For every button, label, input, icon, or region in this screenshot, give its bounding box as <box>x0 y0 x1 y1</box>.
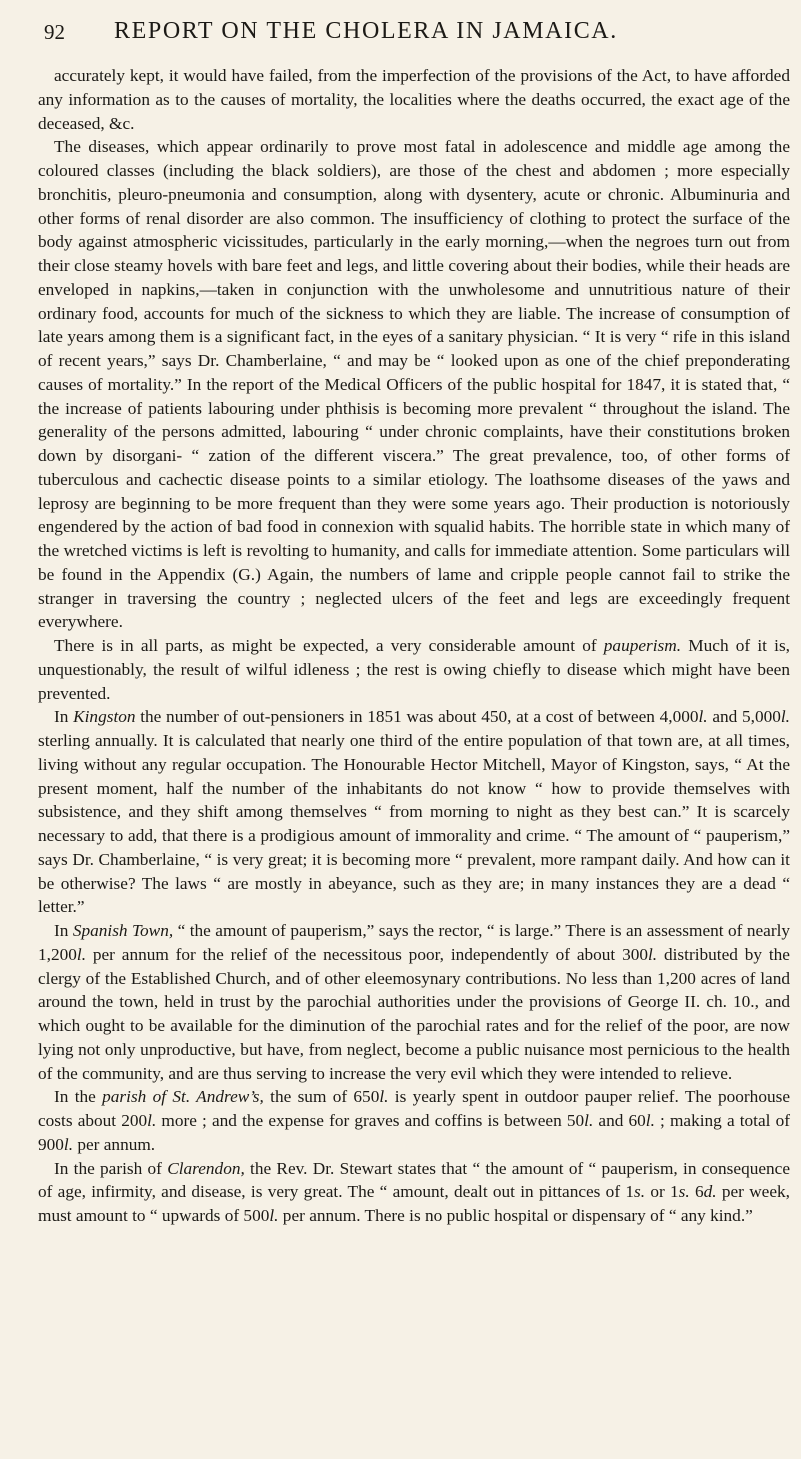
italic-run: l. <box>63 1134 74 1154</box>
text-run: In <box>54 921 73 940</box>
text-run: per annum. There is no public hospital or dispensary of “ any kind.” <box>278 1206 753 1225</box>
text-run: accurately kept, it would have failed, from the imperfection of the provisions of the Act, to have afforded any information as to the causes of mortality, the localities where the deaths occurred, the exact age of the deceased, &c. <box>38 66 790 133</box>
italic-run: Clarendon, <box>167 1158 245 1178</box>
italic-run: l. <box>379 1087 389 1107</box>
text-run: more ; and the expense for graves and coffins is between 50 <box>156 1111 585 1130</box>
book-page <box>38 12 798 1228</box>
text-run: per annum for the relief of the necessitous poor, independently of about 300 <box>86 944 648 964</box>
paragraph-diseases <box>38 135 790 634</box>
text-run: per week, must amount to “ upwards of 500 <box>38 1182 790 1225</box>
italic-run: s. <box>634 1182 646 1202</box>
page-header <box>38 12 798 54</box>
italic-run: l. <box>698 707 708 727</box>
italic-run: l. <box>780 707 790 727</box>
page-number: 92 <box>44 20 65 44</box>
paragraph-kingston <box>38 705 790 919</box>
italic-run: s. <box>678 1182 690 1202</box>
text-run: Much of it is, unquestionably, the result of wilful idleness ; the rest is owing chiefly to disease which might have been prevented. <box>38 636 790 703</box>
text-run: ; making a total of 900 <box>38 1111 790 1154</box>
text-run: and 5,000 <box>707 707 781 727</box>
italic-run: parish of St. Andrew’s, <box>102 1087 264 1107</box>
italic-run: Kingston <box>73 707 136 727</box>
paragraph-st-andrews <box>38 1085 790 1156</box>
text-run: is yearly spent in outdoor pauper relief. The poorhouse costs about 200 <box>38 1087 791 1130</box>
paragraph-clarendon <box>38 1157 790 1228</box>
italic-run: pauperism. <box>603 636 682 655</box>
body-text <box>38 64 790 1228</box>
text-run: the sum of 650 <box>263 1087 380 1107</box>
italic-run: d. <box>703 1182 717 1202</box>
text-run: distributed by the clergy of the Established Church, and of other eleemosynary contributions. No less than 1,200 acres of land around the town, held in trust by the parochial authorities under the provisions of George II. ch. 10., and which ought to be available for the diminution of the parochial rates and for the relief of the poor, are now lying not only unproductive, but have, from neglect, become a public nuisance most pernicious to the health of the community, and are thus serving to increase the very evil which they were intended to relieve. <box>38 944 790 1083</box>
text-run: The diseases, which appear ordinarily to prove most fatal in adolescence and middle age among the coloured classes (including the black soldiers), are those of the chest and abdomen ; more especially bronchitis, pleuro-pneumonia and consumption, along with dysentery, acute or chronic. Albuminuria and other forms of renal disorder are also common. The insufficiency of clothing to protect the surface of the body against atmospheric vicissitudes, particularly in the early morning,—when the negroes turn out from their close steamy hovels with bare feet and legs, and little covering about their bodies, while their heads are enveloped in napkins,—taken in conjunction with the unwholesome and unnutritious nature of their ordinary food, accounts for much of the sickness to which they are liable. The increase of consumption of late years among them is a significant fact, in the eyes of a sanitary physician. “ It is very “ rife in this island of recent years,” says Dr. Chamberlaine, “ and may be “ looked upon as one of the chief preponderating causes of mortality.” In the report of the Medical Officers of the public hospital for 1847, it is stated that, “ the increase of patients labouring under phthisis is becoming more prevalent “ throughout the island. The generality of the persons admitted, labouring “ under chronic complaints, have their constitutions broken down by disorgani- “ zation of the different viscera.” The great prevalence, too, of other forms of tuberculous and cachectic disease points to a similar etiology. The loathsome diseases of the yaws and leprosy are beginning to be more frequent than they were some years ago. Their production is notoriously engendered by the action of bad food in connexion with squalid habits. The horrible state in which many of the wretched victims is left is revolting to humanity, and calls for immediate attention. Some particulars will be found in the Appendix (G.) Again, the numbers of lame and cripple people cannot fail to strike the stranger in traversing the country ; neglected ulcers of the feet and legs are exceedingly frequent everywhere. <box>38 137 790 632</box>
text-run: and 60 <box>593 1111 646 1130</box>
text-run: sterling annually. It is calculated that nearly one third of the entire population of that town are, at all times, living without any regular occupation. The Honourable Hector Mitchell, Mayor of Kingston, says, “ At the present moment, half the number of the inhabitants do not know “ how to provide themselves with subsistence, and they shift among themselves “ from morning to night as they best can.” It is scarcely necessary to add, that there is a prodigious amount of immorality and crime. “ The amount of “ pauperism,” says Dr. Chamberlaine, “ is very great; it is becoming more “ prevalent, more rampant daily. And how can it be otherwise? The laws “ are mostly in abeyance, such as they are; in many instances they are a dead “ letter.” <box>38 731 790 917</box>
paragraph-continuation <box>38 64 790 135</box>
text-run: the Rev. Dr. Stewart states that “ the amount of “ pauperism, in consequence of age, infirmity, and disease, is very great. The “ amount, dealt out in pittances of 1 <box>38 1158 790 1202</box>
italic-run: l. <box>76 944 87 964</box>
italic-run: l. <box>648 944 658 964</box>
text-run: There is in all parts, as might be expected, a very considerable amount of <box>54 636 604 655</box>
text-run: In the <box>54 1087 103 1107</box>
italic-run: l. <box>645 1111 655 1130</box>
text-run: 6 <box>689 1182 704 1202</box>
text-run: In <box>54 707 74 727</box>
italic-run: Spanish Town, <box>72 921 174 940</box>
italic-run: l. <box>147 1111 157 1130</box>
italic-run: l. <box>584 1111 594 1130</box>
italic-run: l. <box>269 1206 279 1225</box>
paragraph-spanish-town <box>38 919 790 1085</box>
text-run: In the parish of <box>54 1158 168 1178</box>
text-run: or 1 <box>645 1182 679 1202</box>
paragraph-pauperism <box>38 634 790 705</box>
text-run: the number of out-pensioners in 1851 was about 450, at a cost of between 4,000 <box>135 707 699 727</box>
text-run: “ the amount of pauperism,” says the rector, “ is large.” There is an assessment of nearly 1,200 <box>38 921 791 964</box>
running-title: REPORT ON THE CHOLERA IN JAMAICA. <box>114 18 618 44</box>
text-run: per annum. <box>73 1134 156 1154</box>
